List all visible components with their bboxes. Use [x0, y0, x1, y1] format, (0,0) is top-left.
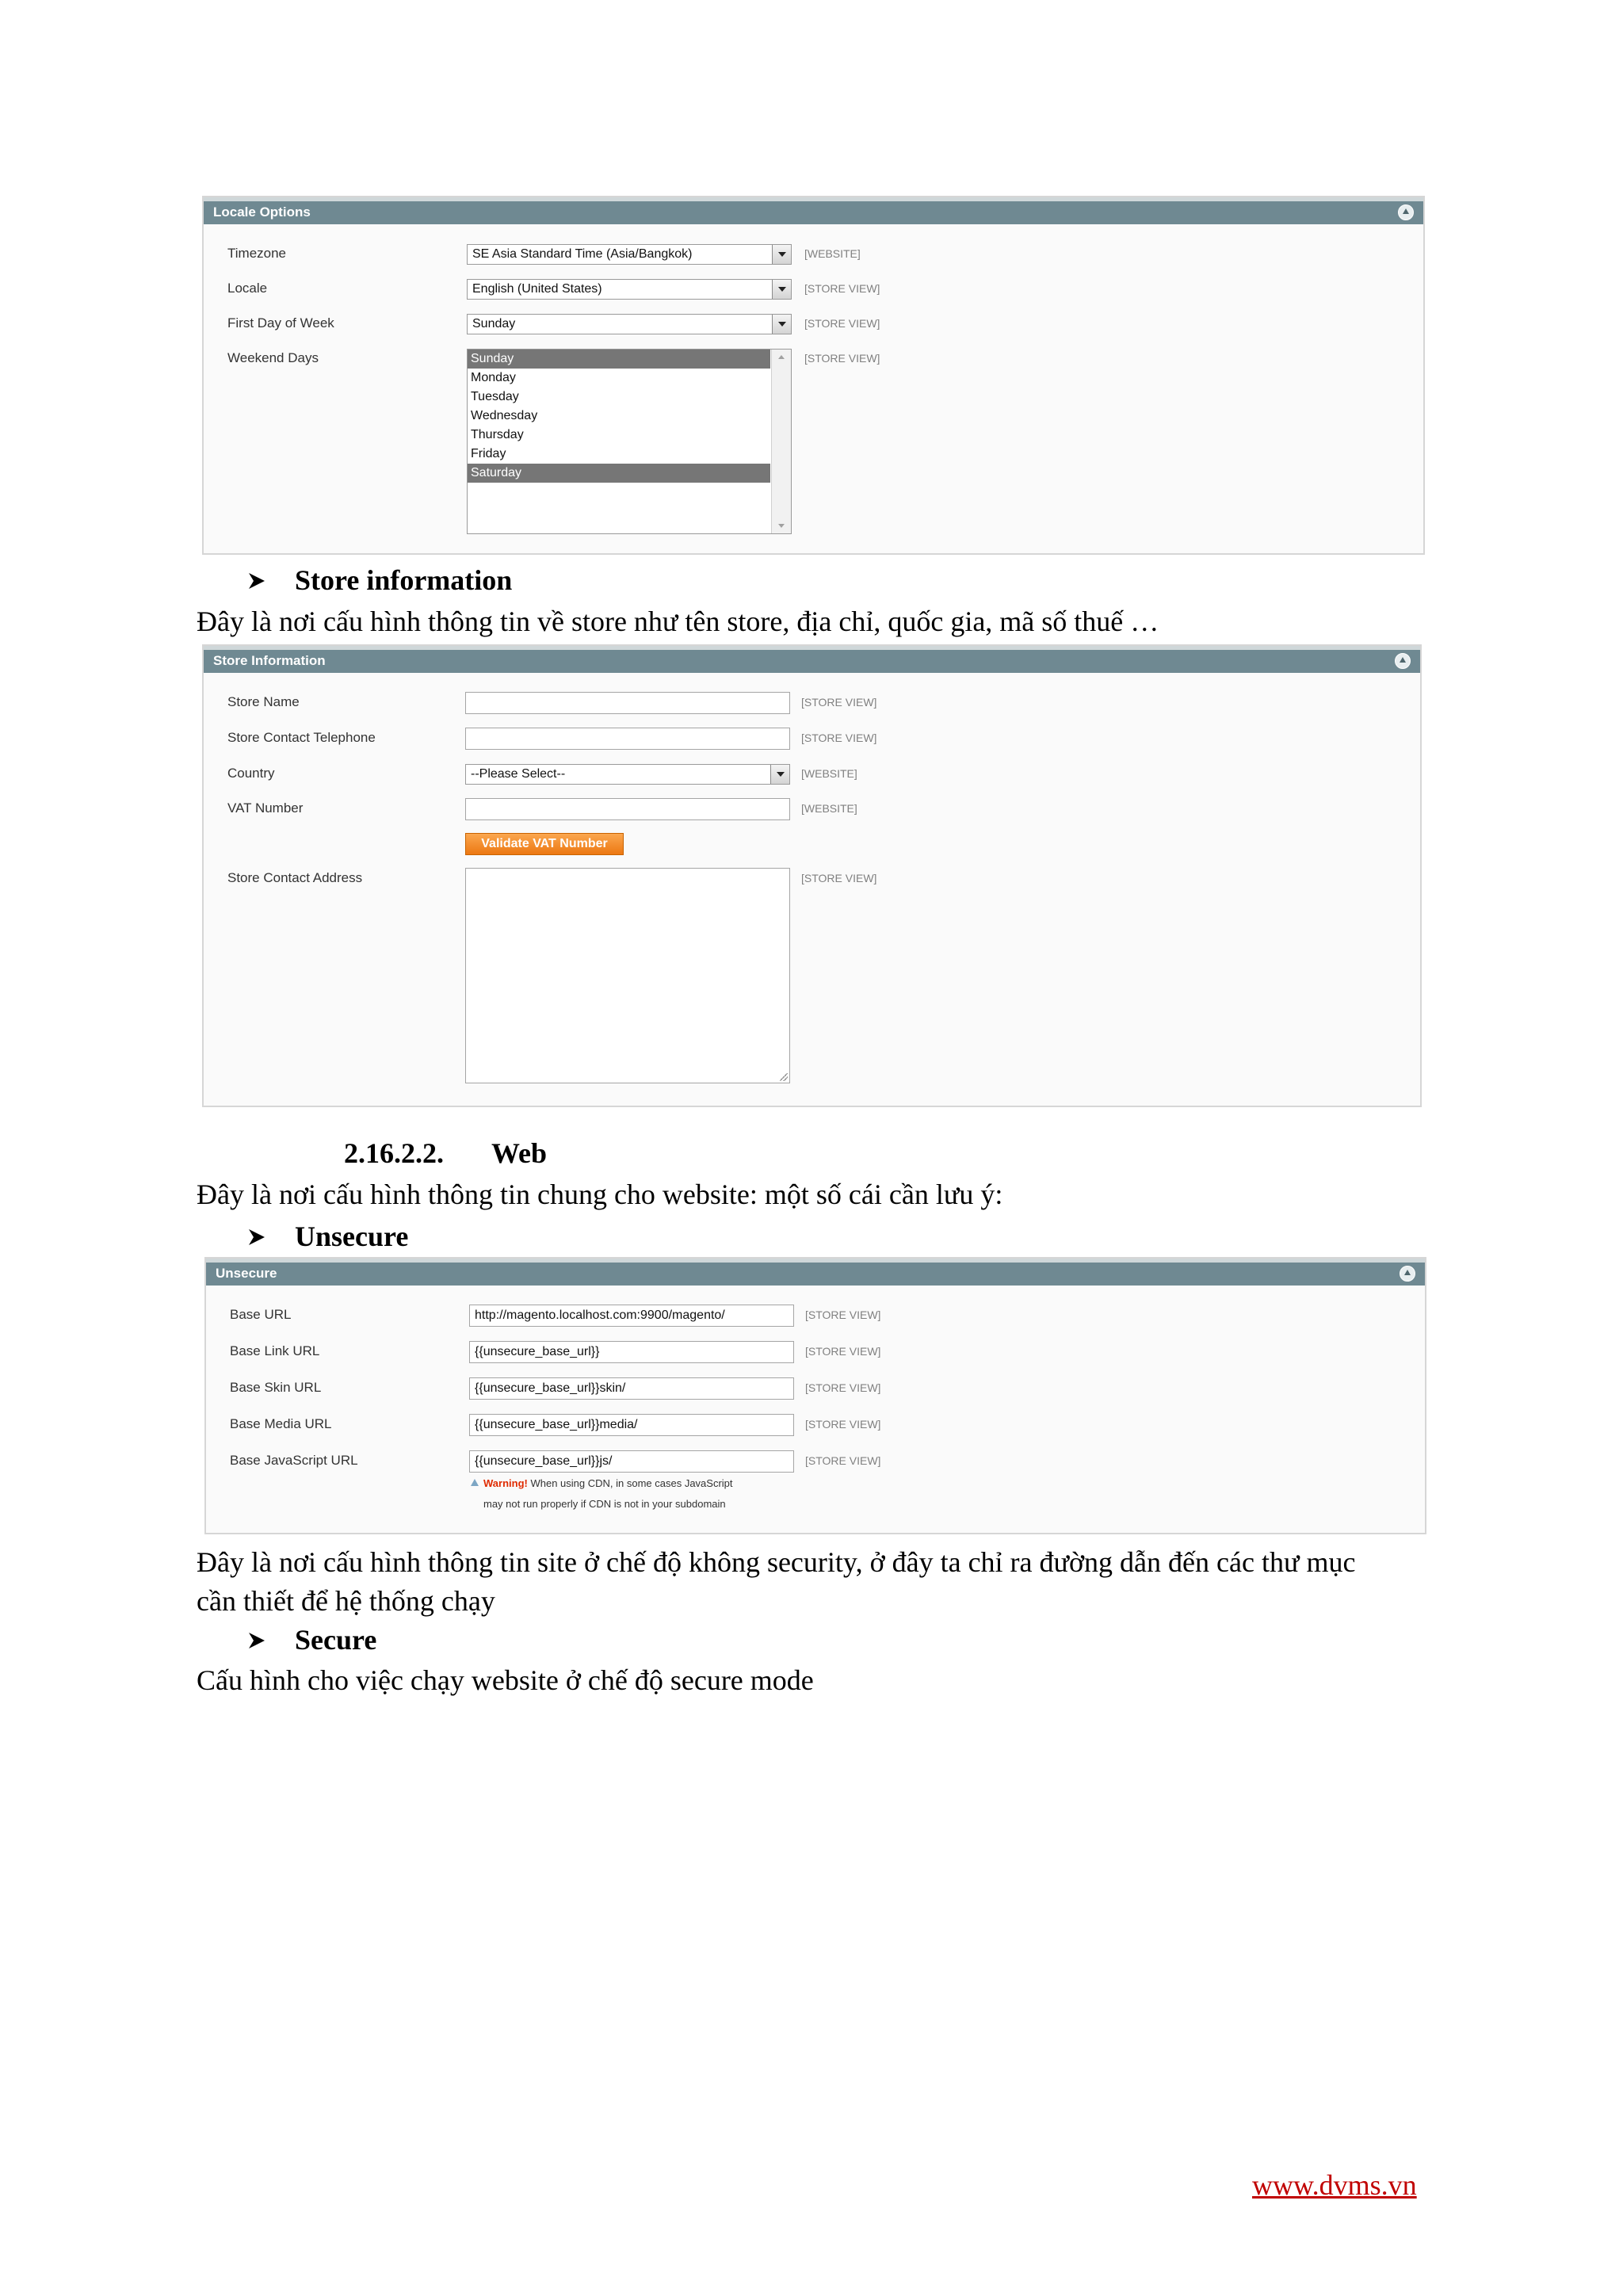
country-value: --Please Select--: [471, 767, 566, 781]
validate-vat-button[interactable]: Validate VAT Number: [465, 833, 624, 855]
unsecure-description-line-2: cần thiết để hệ thống chạy: [197, 1585, 495, 1617]
store-name-scope: [STORE VIEW]: [801, 696, 877, 709]
base-js-url-scope: [STORE VIEW]: [805, 1454, 881, 1467]
warning-line-2: may not run properly if CDN is not in your subdomain: [483, 1498, 726, 1510]
locale-options-panel: [202, 196, 1425, 555]
locale-value: English (United States): [472, 282, 602, 296]
store-information-heading: Store information: [295, 564, 513, 596]
first-day-label: First Day of Week: [227, 315, 334, 330]
base-js-url-label: Base JavaScript URL: [230, 1453, 358, 1468]
locale-scope: [STORE VIEW]: [804, 282, 880, 295]
listbox-scrollbar[interactable]: [771, 350, 791, 533]
store-name-label: Store Name: [227, 694, 300, 709]
weekend-option[interactable]: Monday: [471, 371, 516, 384]
weekend-option[interactable]: Sunday: [468, 350, 770, 369]
unsecure-header[interactable]: [206, 1259, 1425, 1286]
chevron-down-icon[interactable]: [772, 245, 791, 264]
store-information-description: Đây là nơi cấu hình thông tin về store như tên store, địa chỉ, quốc gia, mã số thuế …: [197, 606, 1159, 637]
base-media-url-label: Base Media URL: [230, 1416, 332, 1431]
scroll-down-icon[interactable]: [778, 524, 785, 528]
chevron-down-icon[interactable]: [772, 315, 791, 334]
vat-number-input[interactable]: [465, 798, 790, 820]
store-information-title: Store Information: [213, 653, 326, 668]
locale-options-title: Locale Options: [213, 204, 311, 220]
base-skin-url-input[interactable]: {{unsecure_base_url}}skin/: [469, 1377, 794, 1400]
weekend-option[interactable]: Saturday: [468, 464, 770, 483]
base-skin-url-scope: [STORE VIEW]: [805, 1381, 881, 1394]
unsecure-title: Unsecure: [216, 1266, 277, 1281]
weekend-option[interactable]: Friday: [471, 447, 506, 460]
first-day-scope: [STORE VIEW]: [804, 317, 880, 330]
timezone-value: SE Asia Standard Time (Asia/Bangkok): [472, 247, 693, 261]
weekend-days-label: Weekend Days: [227, 350, 319, 365]
base-link-url-scope: [STORE VIEW]: [805, 1345, 881, 1358]
timezone-scope: [WEBSITE]: [804, 247, 861, 260]
base-url-input[interactable]: http://magento.localhost.com:9900/magento/: [469, 1305, 794, 1327]
arrow-bullet-icon: [247, 1631, 266, 1650]
first-day-select[interactable]: [467, 314, 792, 334]
collapse-icon[interactable]: [1395, 653, 1411, 669]
country-select[interactable]: [465, 764, 790, 785]
collapse-icon[interactable]: [1398, 204, 1414, 220]
telephone-input[interactable]: [465, 728, 790, 750]
base-url-label: Base URL: [230, 1307, 292, 1322]
base-link-url-label: Base Link URL: [230, 1343, 320, 1358]
weekend-days-listbox[interactable]: [467, 349, 792, 534]
arrow-bullet-icon: [247, 571, 266, 590]
vat-number-scope: [WEBSITE]: [801, 802, 857, 815]
web-section-title: Web: [491, 1137, 548, 1169]
first-day-value: Sunday: [472, 317, 516, 330]
unsecure-panel: [204, 1257, 1426, 1534]
footer-link[interactable]: www.dvms.vn: [1252, 2169, 1417, 2201]
base-link-url-input[interactable]: {{unsecure_base_url}}: [469, 1341, 794, 1363]
web-section-number: 2.16.2.2.: [344, 1137, 444, 1169]
base-url-scope: [STORE VIEW]: [805, 1308, 881, 1321]
locale-select[interactable]: [467, 279, 792, 300]
chevron-down-icon[interactable]: [770, 765, 789, 784]
telephone-label: Store Contact Telephone: [227, 730, 376, 745]
locale-options-header[interactable]: [204, 197, 1423, 224]
weekend-days-scope: [STORE VIEW]: [804, 352, 880, 365]
vat-number-label: VAT Number: [227, 800, 304, 816]
weekend-option[interactable]: Thursday: [471, 428, 524, 441]
store-name-input[interactable]: [465, 692, 790, 714]
locale-label: Locale: [227, 281, 268, 296]
weekend-option[interactable]: Tuesday: [471, 390, 519, 403]
cdn-warning: [471, 1477, 733, 1489]
store-address-textarea[interactable]: [465, 868, 790, 1083]
scroll-up-icon[interactable]: [778, 355, 785, 359]
secure-heading: Secure: [295, 1624, 377, 1656]
country-scope: [WEBSITE]: [801, 767, 857, 780]
warning-label: Warning!: [483, 1477, 528, 1489]
store-address-scope: [STORE VIEW]: [801, 872, 877, 884]
warning-icon: [471, 1479, 479, 1486]
timezone-select[interactable]: [467, 244, 792, 265]
store-address-label: Store Contact Address: [227, 870, 363, 885]
store-information-header[interactable]: [204, 646, 1420, 673]
collapse-icon[interactable]: [1400, 1266, 1415, 1282]
base-media-url-input[interactable]: {{unsecure_base_url}}media/: [469, 1414, 794, 1436]
telephone-scope: [STORE VIEW]: [801, 732, 877, 744]
resize-grip-icon[interactable]: [780, 1073, 788, 1081]
warning-line-1: When using CDN, in some cases JavaScript: [530, 1477, 733, 1489]
base-media-url-scope: [STORE VIEW]: [805, 1418, 881, 1431]
store-information-panel: [202, 644, 1422, 1107]
secure-description: Cấu hình cho việc chạy website ở chế độ secure mode: [197, 1664, 814, 1696]
country-label: Country: [227, 766, 275, 781]
chevron-down-icon[interactable]: [772, 280, 791, 299]
weekend-option[interactable]: Wednesday: [471, 409, 538, 422]
timezone-label: Timezone: [227, 246, 287, 261]
base-js-url-input[interactable]: {{unsecure_base_url}}js/: [469, 1450, 794, 1473]
web-section-description: Đây là nơi cấu hình thông tin chung cho website: một số cái cần lưu ý:: [197, 1179, 1003, 1210]
unsecure-heading: Unsecure: [295, 1221, 409, 1252]
base-skin-url-label: Base Skin URL: [230, 1380, 322, 1395]
unsecure-description-line-1: Đây là nơi cấu hình thông tin site ở chế độ không security, ở đây ta chỉ ra đường dẫn đến các thư mục: [197, 1546, 1356, 1578]
arrow-bullet-icon: [247, 1228, 266, 1247]
